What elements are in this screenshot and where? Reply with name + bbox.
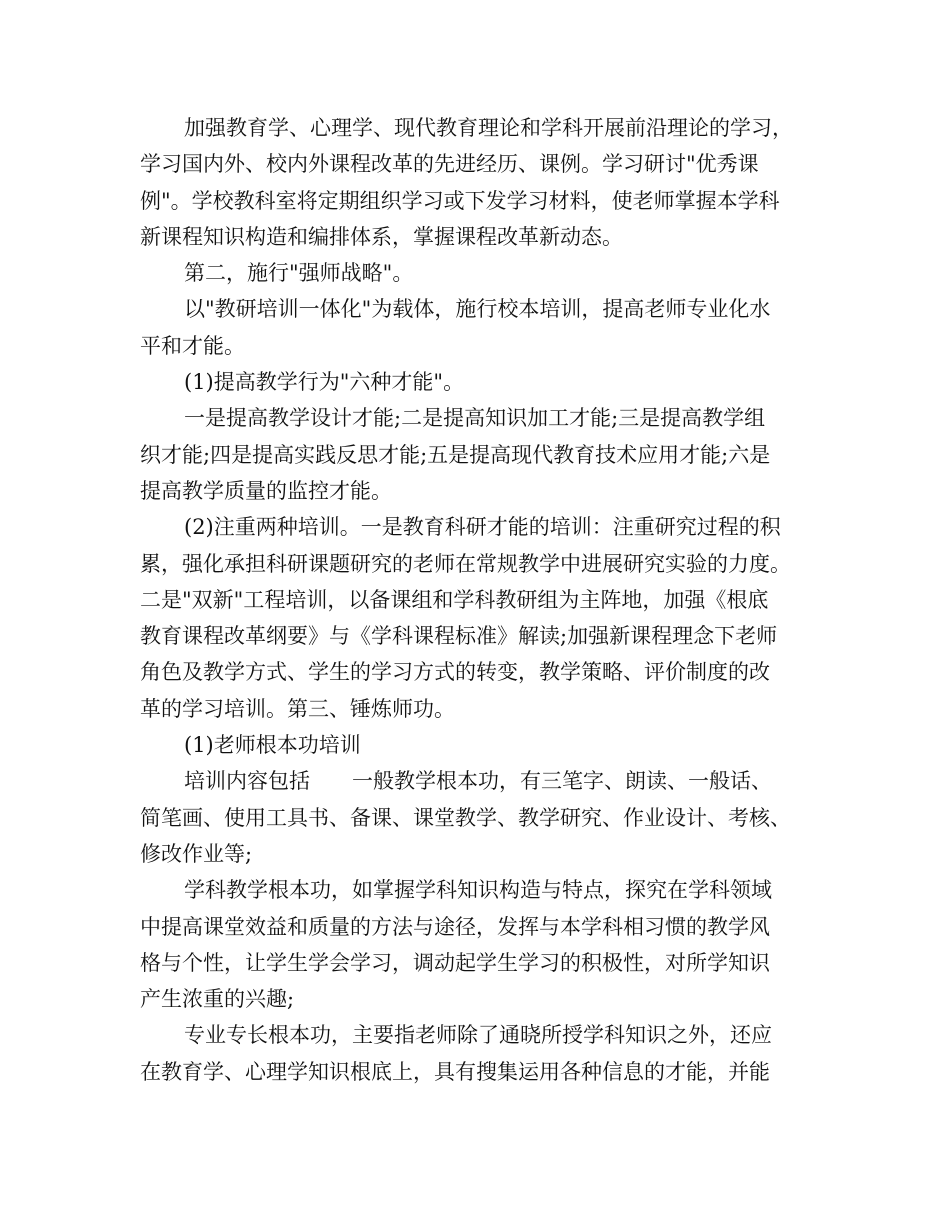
text-line: 角色及教学方式、学生的学习方式的转变，教学策略、评价制度的改 bbox=[140, 660, 770, 685]
text-line: 累，强化承担科研课题研究的老师在常规教学中进展研究实验的力度。 bbox=[140, 551, 791, 576]
text-line: 在教育学、心理学知识根底上，具有搜集运用各种信息的才能，并能 bbox=[140, 1059, 770, 1084]
text-line: 二是"双新"工程培训，以备课组和学科教研组为主阵地，加强《根底 bbox=[140, 587, 769, 612]
text-line: 第二，施行"强师战略"。 bbox=[184, 261, 414, 286]
text-line: 学科教学根本功，如掌握学科知识构造与特点，探究在学科领域 bbox=[184, 878, 772, 903]
text-line: 加强教育学、心理学、现代教育理论和学科开展前沿理论的学习， bbox=[184, 116, 793, 140]
text-line: 新课程知识构造和编排体系，掌握课程改革新动态。 bbox=[140, 224, 623, 249]
text-line: 提高教学质量的监控才能。 bbox=[140, 478, 392, 503]
text-line: 修改作业等; bbox=[140, 841, 253, 866]
text-line: 例"。学校教科室将定期组织学习或下发学习材料，使老师掌握本学科 bbox=[140, 188, 780, 213]
text-line: 中提高课堂效益和质量的方法与途径，发挥与本学科相习惯的教学风 bbox=[140, 914, 770, 939]
text-line: 产生浓重的兴趣; bbox=[140, 987, 295, 1012]
text-line: (2)注重两种培训。一是教育科研才能的培训：注重研究过程的积 bbox=[184, 515, 781, 540]
text-line: 以"教研培训一体化"为载体，施行校本培训，提高老师专业化水 bbox=[184, 297, 771, 322]
text-line: 学习国内外、校内外课程改革的先进经历、课例。学习研讨"优秀课 bbox=[140, 152, 759, 177]
text-line: 培训内容包括 一般教学根本功，有三笔字、朗读、一般话、 bbox=[184, 769, 772, 794]
text-line: 织才能;四是提高实践反思才能;五是提高现代教育技术应用才能;六是 bbox=[140, 442, 771, 467]
text-line: 简笔画、使用工具书、备课、课堂教学、教学研究、作业设计、考核、 bbox=[140, 805, 791, 830]
text-line: 革的学习培训。第三、锤炼师功。 bbox=[140, 696, 455, 721]
text-line: (1)提高教学行为"六种才能"。 bbox=[184, 370, 465, 395]
text-line: 平和才能。 bbox=[140, 333, 245, 358]
text-line: (1)老师根本功培训 bbox=[184, 733, 361, 758]
text-line: 格与个性，让学生学会学习，调动起学生学习的积极性，对所学知识 bbox=[140, 950, 770, 975]
text-line: 教育课程改革纲要》与《学科课程标准》解读;加强新课程理念下老师 bbox=[140, 624, 778, 649]
text-line: 一是提高教学设计才能;二是提高知识加工才能;三是提高教学组 bbox=[184, 406, 766, 431]
text-line: 专业专长根本功，主要指老师除了通晓所授学科知识之外，还应 bbox=[184, 1023, 772, 1048]
body-text bbox=[140, 110, 830, 1090]
